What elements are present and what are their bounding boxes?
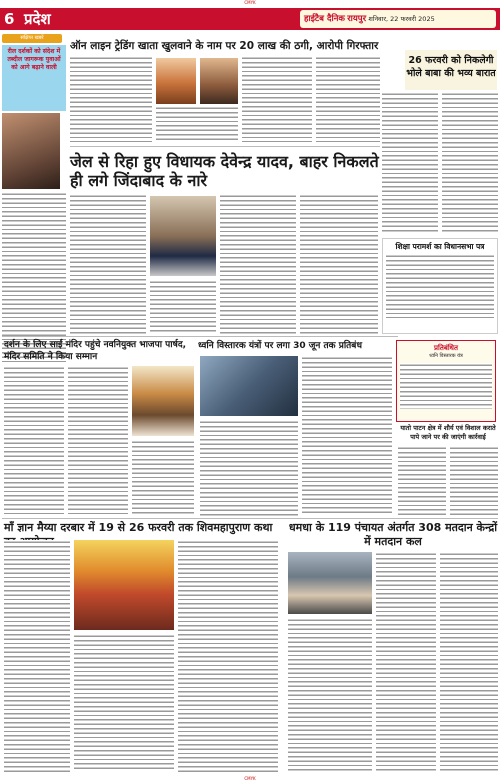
notice-subtitle: ध्वनि विस्तारक यंत्र — [429, 353, 463, 359]
story-4-photo — [200, 356, 298, 416]
cmyk-marker-bottom: CMYK — [244, 776, 256, 781]
city-name: रायपुर — [347, 14, 367, 24]
story-2-caption — [150, 280, 216, 334]
story-4-text-b — [302, 356, 392, 516]
story-6-photo — [288, 552, 372, 614]
right-headline-box — [405, 50, 497, 90]
page-number: 6 — [4, 10, 15, 28]
right-text-c — [398, 446, 446, 516]
story-4-text-a — [200, 420, 298, 516]
right-headline-3: यातो पाटन क्षेत्र में शौर्य एवं विशाल कराते पापे जाने पर की जाएंगी कार्रवाई — [400, 424, 496, 441]
story-2-text-a — [70, 194, 146, 334]
story-2-headline: जेल से रिहा हुए विधायक देवेन्द्र यादव, बाहर निकलते ही लगे जिंदाबाद के नारे — [70, 152, 379, 190]
promo-photo — [2, 113, 60, 189]
divider — [70, 146, 380, 147]
story-6-text-b — [376, 552, 436, 772]
right-headline-2: शिक्षा परामर्श का विधानसभा पत्र — [395, 242, 485, 251]
story-2-photo — [150, 196, 216, 276]
story-6-text-c — [440, 552, 498, 772]
story-1-text-b — [242, 56, 312, 142]
story-3-text-b — [68, 366, 128, 516]
promo-box — [2, 45, 66, 111]
story-5-text-c — [178, 540, 278, 772]
notice-text — [400, 363, 492, 409]
story-1-text-c — [316, 56, 380, 142]
story-2-text-c — [300, 194, 378, 334]
story-3-photo — [132, 366, 194, 436]
story-1-photo-b — [200, 58, 238, 104]
story-1-text-a — [70, 56, 152, 142]
story-3-headline: दर्शन के लिए साईं मंदिर पहुंचे नवनियुक्त भाजपा पार्षद, मंदिर समिति ने किया सम्मान — [4, 340, 187, 362]
promo-title: रील दर्शकों को संदेश में तब्दील जागरूक युवाओं को आगे बढ़ाने वाली — [7, 48, 61, 71]
section-title: प्रदेश — [24, 10, 51, 28]
story-1-photo-a — [156, 58, 196, 104]
cmyk-marker-top: CMYK — [244, 0, 256, 5]
divider — [2, 518, 498, 519]
story-6-text-a — [288, 618, 372, 772]
story-5-text-a — [4, 540, 70, 772]
notice-title: प्रतिबंधित — [434, 344, 458, 352]
masthead — [300, 10, 496, 28]
story-6-headline: धमधा के 119 पंचायत अंतर्गत 308 मतदान केन्द्रों में मतदान कल — [288, 521, 498, 548]
divider — [2, 336, 398, 337]
brand-name: हाईटैब दैनिक — [304, 14, 345, 24]
story-5-photo — [74, 540, 174, 630]
right-headline-1: 26 फरवरी को निकलेगी भोले बाबा की भव्य बारात — [406, 55, 496, 79]
right-news-box — [382, 238, 498, 334]
right-text-b — [442, 92, 498, 232]
right-text-d — [450, 446, 498, 516]
page-header — [0, 8, 500, 30]
promo-tag: संक्षिप्त खबरें — [2, 34, 62, 43]
story-2-text-b — [220, 194, 296, 334]
story-1-headline: ऑन लाइन ट्रेडिंग खाता खुलवाने के नाम पर 20 लाख की ठगी, आरोपी गिरफ्तार — [70, 40, 379, 52]
story-3-text-a — [4, 366, 64, 516]
prohibition-notice — [396, 340, 496, 422]
right-text-a — [382, 92, 438, 232]
story-5-text-b — [74, 634, 174, 772]
issue-date: शनिवार, 22 फरवरी 2025 — [368, 15, 435, 23]
right-box-text — [386, 254, 494, 318]
story-1-caption — [156, 106, 238, 142]
story-5-headline: माँ ज्ञान मैय्या दरबार में 19 से 26 फरवरी तक शिवमहापुराण कथा — [4, 521, 273, 534]
story-3-text-c — [132, 440, 194, 516]
left-column — [2, 34, 66, 364]
story-4-headline: ध्वनि विस्तारक यंत्रों पर लगा 30 जून तक प्रतिबंध — [198, 341, 362, 351]
